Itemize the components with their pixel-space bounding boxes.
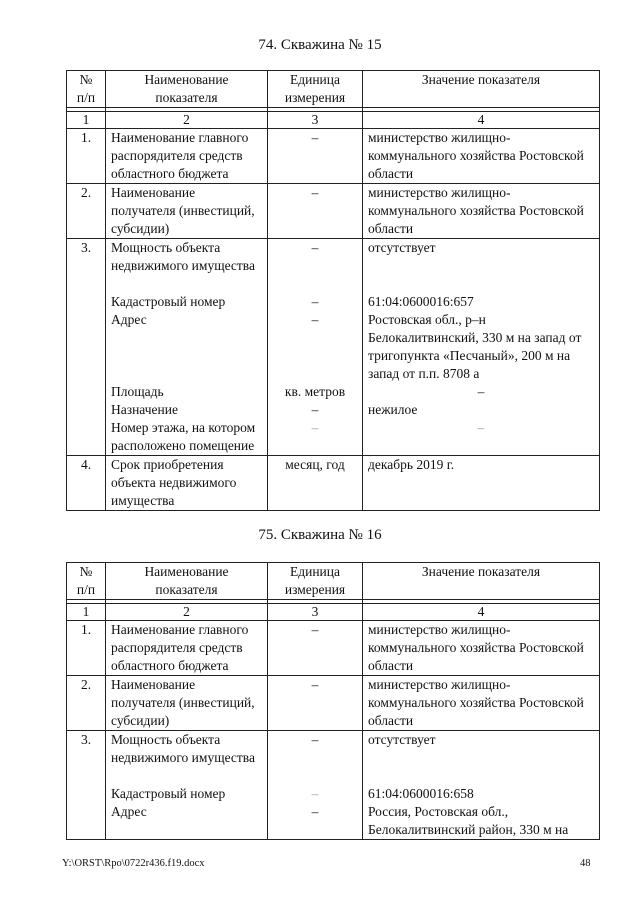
table-header-row <box>67 563 600 600</box>
indicator-name: Наименование получателя (инвестиций, субсидии) <box>106 676 268 731</box>
indicator-value: министерство жилищно-коммунального хозяйства Ростовской области <box>363 129 600 184</box>
table-row <box>67 456 600 511</box>
table-row <box>67 129 600 184</box>
table-row <box>67 621 600 676</box>
colnum-2: 2 <box>106 604 268 621</box>
header-no: № п/п <box>67 71 106 108</box>
row-number: 2. <box>67 184 106 239</box>
header-unit: Единица измерения <box>268 71 363 108</box>
floor-value: – <box>477 420 485 435</box>
indicator-value: министерство жилищно-коммунального хозяйства Ростовской области <box>363 184 600 239</box>
indicator-unit: месяц, год <box>268 456 363 511</box>
indicator-name: Срок приобретения объекта недвижимого имущества <box>106 456 268 511</box>
row-number: 4. <box>67 456 106 511</box>
address-label: Адрес <box>111 804 147 819</box>
table-row <box>67 676 600 731</box>
indicator-unit-group <box>268 731 363 840</box>
colnum-2: 2 <box>106 112 268 129</box>
cadastral-unit: – <box>311 294 319 309</box>
header-name: Наименование показателя <box>106 71 268 108</box>
cadastral-value: 61:04:0600016:658 <box>368 786 474 801</box>
header-value: Значение показателя <box>363 71 600 108</box>
indicator-unit-group <box>268 239 363 456</box>
cadastral-label: Кадастровый номер <box>111 294 226 309</box>
address-label: Адрес <box>111 312 147 327</box>
indicator-value: министерство жилищно-коммунального хозяйства Ростовской области <box>363 621 600 676</box>
section-title-74: 74. Скважина № 15 <box>258 37 382 53</box>
header-unit: Единица измерения <box>268 563 363 600</box>
indicator-unit: – <box>268 129 363 184</box>
table-well-15 <box>66 70 600 511</box>
indicator-value-group <box>363 731 600 840</box>
purpose-label: Назначение <box>111 402 178 417</box>
cadastral-value: 61:04:0600016:657 <box>368 294 474 309</box>
indicator-value-group <box>363 239 600 456</box>
indicator-unit: – <box>268 621 363 676</box>
area-label: Площадь <box>111 384 164 399</box>
table-well-16 <box>66 562 600 840</box>
purpose-value: нежилое <box>368 402 418 417</box>
colnum-4: 4 <box>363 112 600 129</box>
indicator-value: министерство жилищно-коммунального хозяйства Ростовской области <box>363 676 600 731</box>
table-row <box>67 731 600 840</box>
indicator-name-group <box>106 239 268 456</box>
indicator-name-group <box>106 731 268 840</box>
cadastral-unit: – <box>311 786 319 801</box>
header-value: Значение показателя <box>363 563 600 600</box>
purpose-unit: – <box>311 402 319 417</box>
table-row <box>67 239 600 456</box>
power-unit: – <box>311 732 319 747</box>
power-value: отсутствует <box>368 240 436 255</box>
power-unit: – <box>311 240 319 255</box>
column-number-row <box>67 112 600 129</box>
colnum-1: 1 <box>67 604 106 621</box>
row-number: 2. <box>67 676 106 731</box>
address-value: Россия, Ростовская обл., Белокалитвинский район, 330 м на <box>368 804 569 837</box>
footer-file-path: Y:\ORST\Rpo\0722r436.f19.docx <box>62 858 205 869</box>
table-row <box>67 184 600 239</box>
colnum-3: 3 <box>268 604 363 621</box>
indicator-unit: – <box>268 184 363 239</box>
header-no: № п/п <box>67 563 106 600</box>
row-number: 1. <box>67 621 106 676</box>
row-number: 1. <box>67 129 106 184</box>
colnum-4: 4 <box>363 604 600 621</box>
area-value: – <box>477 384 485 399</box>
area-unit: кв. метров <box>284 384 346 399</box>
table-header-row <box>67 71 600 108</box>
row-number: 3. <box>67 731 106 840</box>
header-name: Наименование показателя <box>106 563 268 600</box>
power-label: Мощность объекта недвижимого имущества <box>111 240 255 273</box>
indicator-name: Наименование получателя (инвестиций, субсидии) <box>106 184 268 239</box>
indicator-value: декабрь 2019 г. <box>363 456 600 511</box>
floor-unit: – <box>311 420 319 435</box>
colnum-1: 1 <box>67 112 106 129</box>
address-unit: – <box>311 804 319 819</box>
power-label: Мощность объекта недвижимого имущества <box>111 732 255 765</box>
footer-page-number: 48 <box>580 858 591 869</box>
indicator-name: Наименование главного распорядителя средств областного бюджета <box>106 129 268 184</box>
section-title-75: 75. Скважина № 16 <box>258 527 382 543</box>
address-unit: – <box>311 312 319 327</box>
indicator-name: Наименование главного распорядителя средств областного бюджета <box>106 621 268 676</box>
address-value: Ростовская обл., р–н Белокалитвинский, 330 м на запад от тригопункта «Песчаный», 200 м на запад от п.п. 8708 а <box>368 312 582 381</box>
row-number: 3. <box>67 239 106 456</box>
indicator-unit: – <box>268 676 363 731</box>
cadastral-label: Кадастровый номер <box>111 786 226 801</box>
floor-label: Номер этажа, на котором расположено помещение <box>111 420 256 453</box>
colnum-3: 3 <box>268 112 363 129</box>
column-number-row <box>67 604 600 621</box>
power-value: отсутствует <box>368 732 436 747</box>
